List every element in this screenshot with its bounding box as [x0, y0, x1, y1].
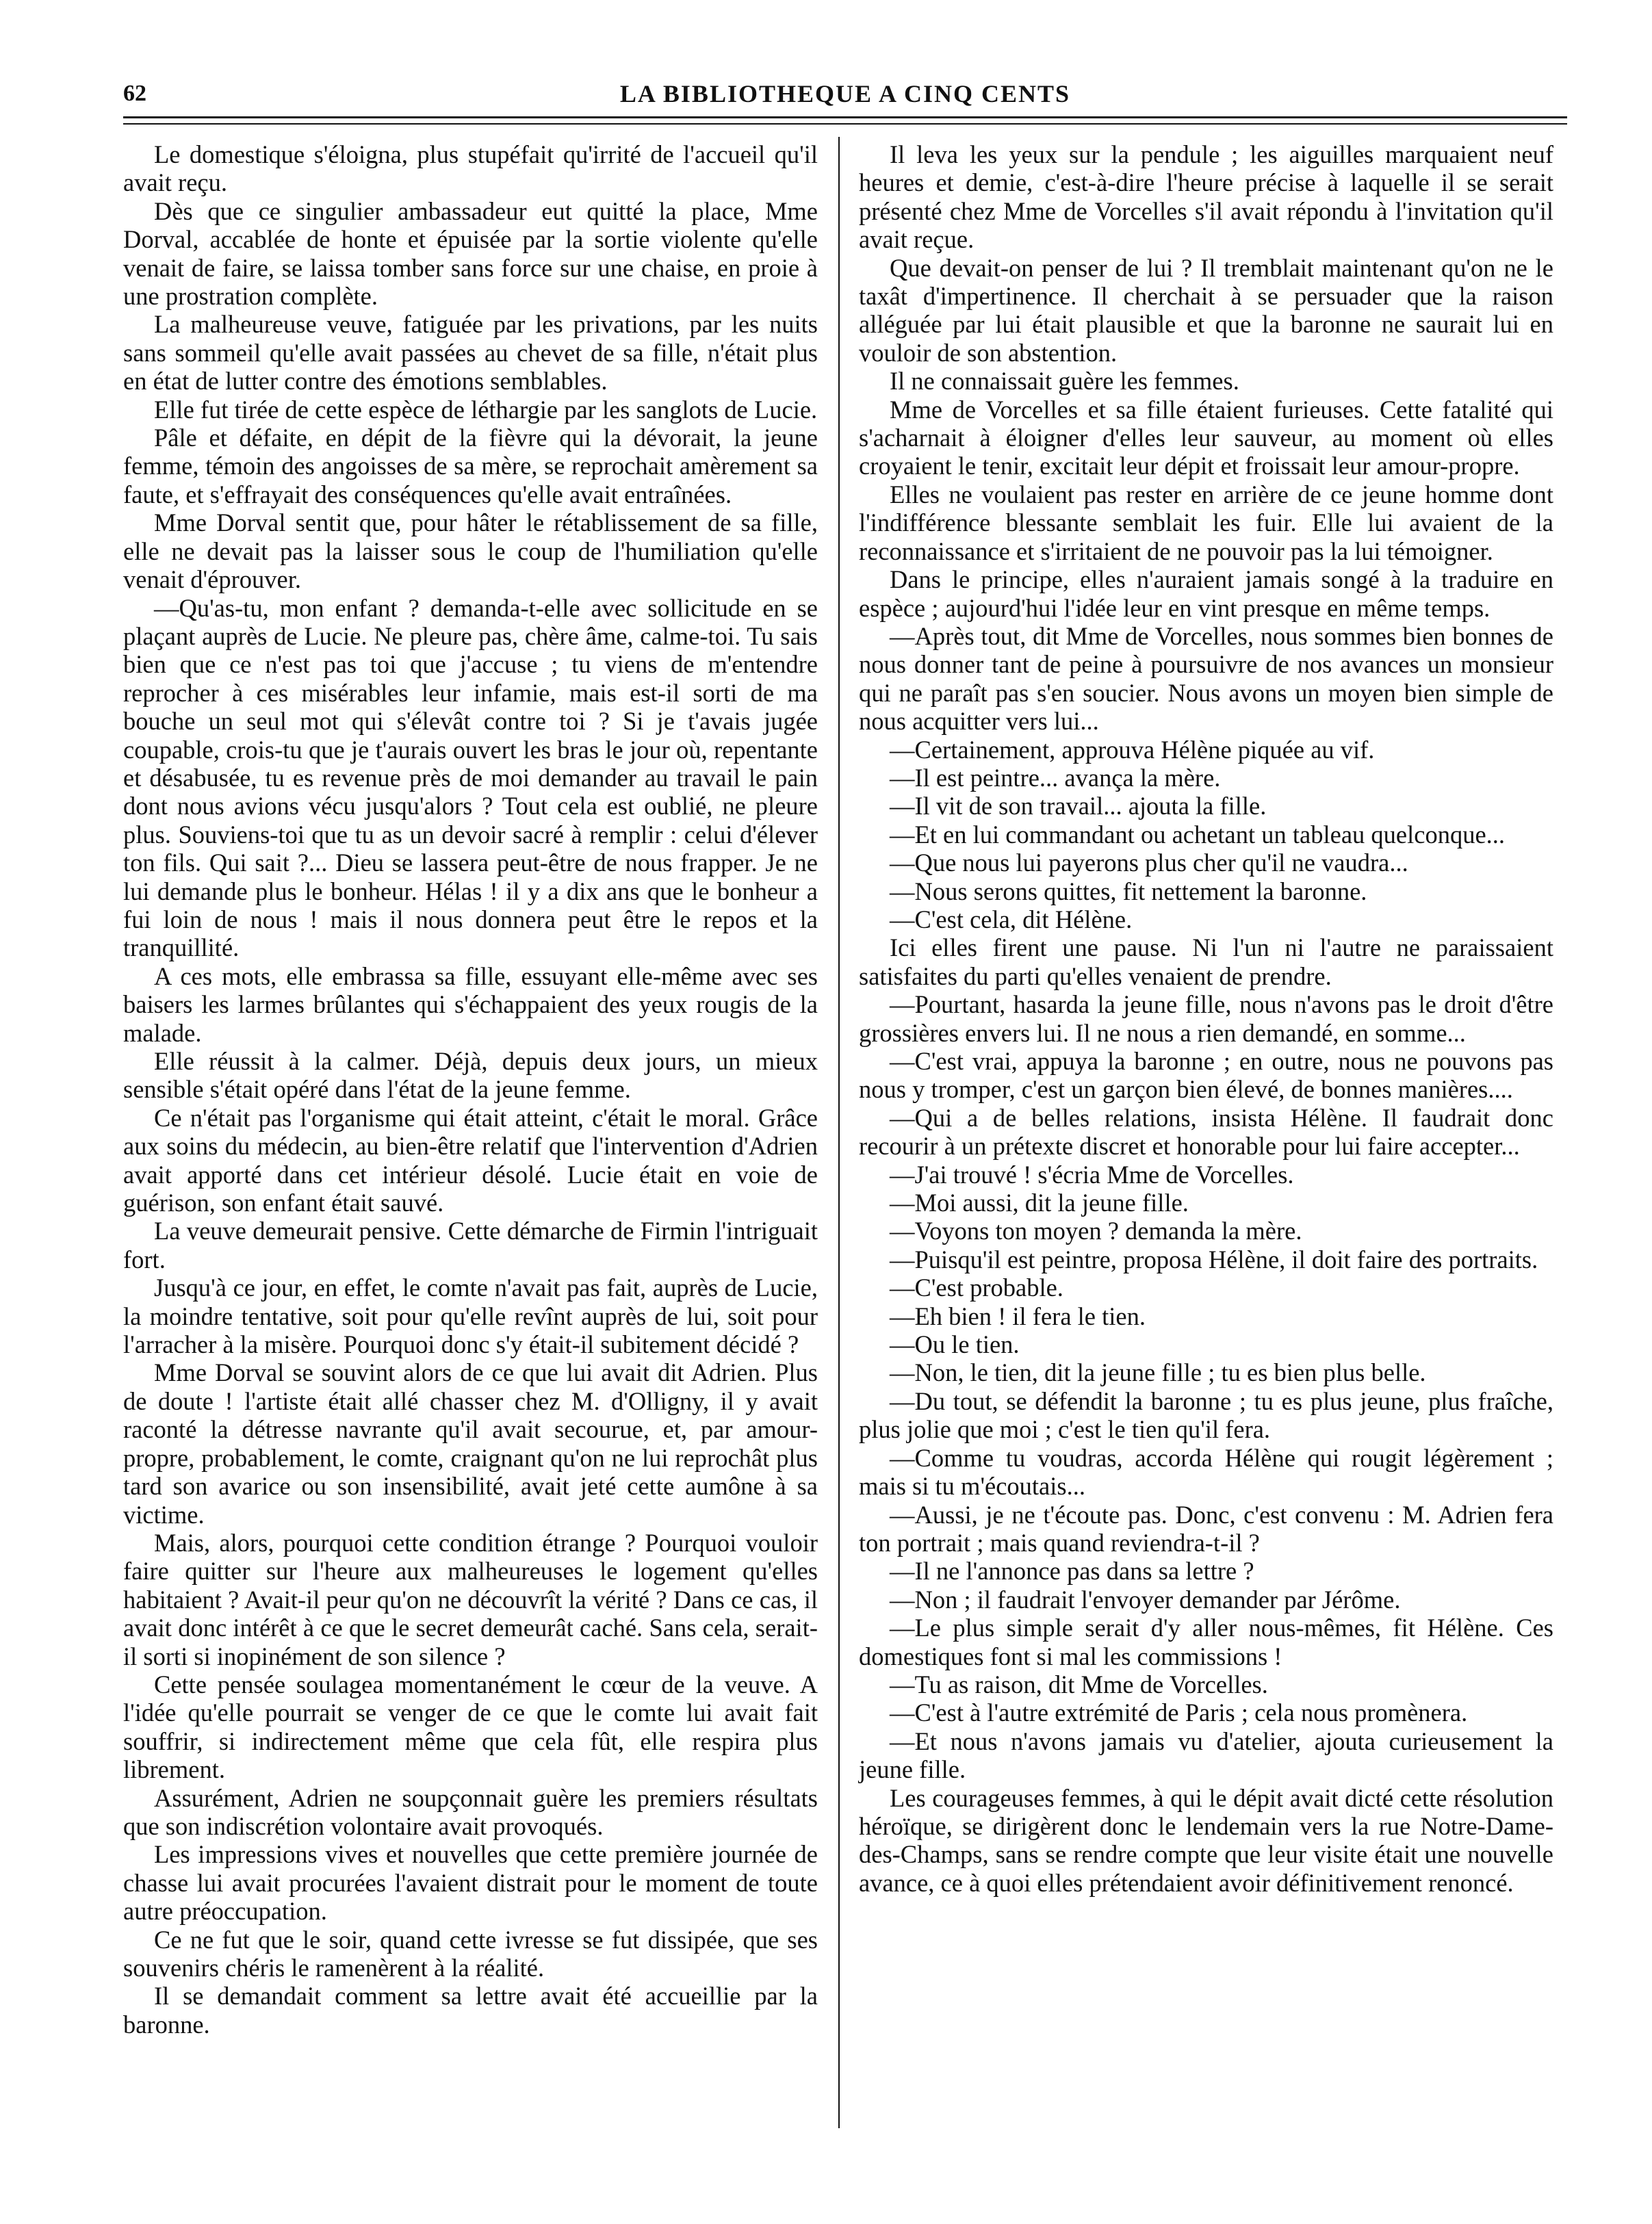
right-column: [859, 140, 1553, 1897]
paragraph: Dans le principe, elles n'auraient jamais songé à la traduire en espèce ; aujourd'hui l'idée leur en vint presque en même temps.: [859, 565, 1553, 622]
paragraph: —Le plus simple serait d'y aller nous-mêmes, fit Hélène. Ces domestiques font si mal les commissions !: [859, 1614, 1553, 1670]
paragraph: Mme Dorval sentit que, pour hâter le rétablissement de sa fille, elle ne devait pas la laisser sous le coup de l'humiliation qu'elle venait d'éprouver.: [123, 508, 818, 594]
paragraph: Que devait-on penser de lui ? Il tremblait maintenant qu'on ne le taxât d'impertinence. Il cherchait à se persuader que la raison alléguée par lui était plausible et que la baronne ne saurait lui en vouloir de son abstention.: [859, 253, 1553, 367]
paragraph: A ces mots, elle embrassa sa fille, essuyant elle-même avec ses baisers les larmes brûlantes qui s'échappaient des yeux rougis de la malade.: [123, 961, 818, 1047]
paragraph: —Voyons ton moyen ? demanda la mère.: [890, 1217, 1302, 1245]
paragraph: —Et nous n'avons jamais vu d'atelier, ajouta curieusement la jeune fille.: [859, 1727, 1553, 1784]
paragraph: —Non, le tien, dit la jeune fille ; tu es bien plus belle.: [890, 1358, 1426, 1387]
paragraph: —Non ; il faudrait l'envoyer demander par Jérôme.: [890, 1585, 1401, 1614]
paragraph: —Moi aussi, dit la jeune fille.: [890, 1189, 1189, 1217]
paragraph: Il ne connaissait guère les femmes.: [890, 367, 1239, 396]
header-rule-top: [123, 116, 1567, 118]
paragraph: —Il est peintre... avança la mère.: [890, 763, 1221, 792]
paragraph: Les impressions vives et nouvelles que cette première journée de chasse lui avait procurées l'avaient distrait pour le moment de toute autre préoccupation.: [123, 1840, 818, 1926]
paragraph: —Tu as raison, dit Mme de Vorcelles.: [890, 1670, 1268, 1698]
paragraph: Jusqu'à ce jour, en effet, le comte n'avait pas fait, auprès de Lucie, la moindre tentative, soit pour qu'elle revînt auprès de lui, soit pour l'arracher à la misère. Pourquoi donc s'y était-il subitement décidé ?: [123, 1273, 818, 1359]
paragraph: —C'est probable.: [890, 1273, 1063, 1302]
paragraph: —J'ai trouvé ! s'écria Mme de Vorcelles.: [890, 1160, 1294, 1189]
paragraph: —Du tout, se défendit la baronne ; tu es plus jeune, plus fraîche, plus jolie que moi ; c'est le tien qu'il fera.: [859, 1386, 1553, 1444]
column-divider: [838, 137, 840, 2128]
paragraph: —Comme tu voudras, accorda Hélène qui rougit légèrement ; mais si tu m'écoutais...: [859, 1443, 1553, 1501]
paragraph: —Qu'as-tu, mon enfant ? demanda-t-elle avec sollicitude en se plaçant auprès de Lucie. Ne pleure pas, chère âme, calme-toi. Tu sais bien que ce n'est pas toi que j'accuse ; tu viens de m'entendre reprocher à ces misérables leur infamie, mais est-il sorti de ma bouche un seul mot qui s'élevât contre toi ? Si je t'avais jugée coupable, crois-tu que je t'aurais ouvert les bras le jour où, repentante et désabusée, tu es revenue près de moi demander au travail le pain dont nous avions vécu jusqu'alors ? Tout cela est oublié, ne pleure plus. Souviens-toi que tu as un devoir sacré à remplir : celui d'élever ton fils. Qui sait ?... Dieu se lassera peut-être de nous frapper. Je ne lui demande plus le bonheur. Hélas ! il y a dix ans que le bonheur a fui loin de nous ! mais il nous donnera peut être le repos et la tranquillité.: [123, 593, 818, 962]
paragraph: Il se demandait comment sa lettre avait été accueillie par la baronne.: [123, 1982, 818, 2039]
paragraph: —Puisqu'il est peintre, proposa Hélène, il doit faire des portraits.: [890, 1245, 1538, 1273]
paragraph: —Certainement, approuva Hélène piquée au vif.: [890, 735, 1375, 764]
page-number: 62: [123, 81, 146, 106]
paragraph: —Après tout, dit Mme de Vorcelles, nous sommes bien bonnes de nous donner tant de peine à poursuivre de nos avances un monsieur qui ne paraît pas s'en soucier. Nous avons un moyen bien simple de nous acquitter vers lui...: [859, 621, 1553, 736]
paragraph: —Il ne l'annonce pas dans sa lettre ?: [890, 1557, 1254, 1586]
left-column: [123, 140, 818, 2039]
paragraph: Mme de Vorcelles et sa fille étaient furieuses. Cette fatalité qui s'acharnait à éloigner d'elles leur sauveur, au moment où elles croyaient le tenir, excitait leur dépit et froissait leur amour-propre.: [859, 395, 1553, 480]
page-header: [123, 75, 1567, 116]
paragraph: Mme Dorval se souvint alors de ce que lui avait dit Adrien. Plus de doute ! l'artiste était allé chasser chez M. d'Olligny, il y avait raconté la détresse navrante qu'il avait secourue, et, par amour-propre, probablement, le comte, craignant qu'on ne lui reprochât plus tard son avarice ou son insensibilité, avait jeté cette aumône à sa victime.: [123, 1358, 818, 1529]
paragraph: Le domestique s'éloigna, plus stupéfait qu'irrité de l'accueil qu'il avait reçu.: [123, 140, 818, 197]
paragraph: Elles ne voulaient pas rester en arrière de ce jeune homme dont l'indifférence blessante semblait les fuir. Elle lui avaient de la reconnaissance et s'irritaient de ne pouvoir pas la lui témoigner.: [859, 480, 1553, 565]
paragraph: —Qui a de belles relations, insista Hélène. Il faudrait donc recourir à un prétexte discret et honorable pour lui faire accepter...: [859, 1103, 1553, 1161]
paragraph: Ici elles firent une pause. Ni l'un ni l'autre ne paraissaient satisfaites du parti qu'elles venaient de prendre.: [859, 933, 1553, 990]
paragraph: —Il vit de son travail... ajouta la fille.: [890, 792, 1267, 820]
paragraph: Assurément, Adrien ne soupçonnait guère les premiers résultats que son indiscrétion volontaire avait provoqués.: [123, 1783, 818, 1840]
paragraph: —C'est cela, dit Hélène.: [890, 905, 1133, 933]
paragraph: Ce n'était pas l'organisme qui était atteint, c'était le moral. Grâce aux soins du médecin, au bien-être relatif que l'intervention d'Adrien avait apporté dans cet intérieur désolé. Lucie était en voie de guérison, son enfant était sauvé.: [123, 1103, 818, 1217]
paragraph: —C'est à l'autre extrémité de Paris ; cela nous promènera.: [890, 1698, 1468, 1727]
running-title: LA BIBLIOTHEQUE A CINQ CENTS: [619, 80, 1071, 107]
paragraph: —Ou le tien.: [890, 1330, 1020, 1359]
header-rule-bottom: [123, 123, 1567, 125]
paragraph: Mais, alors, pourquoi cette condition étrange ? Pourquoi vouloir faire quitter sur l'heure aux malheureuses le logement qu'elles habitaient ? Avait-il peur qu'on ne découvrît la vérité ? Dans ce cas, il avait donc intérêt à ce que le secret demeurât caché. Sans cela, serait-il sorti si inopinément de son silence ?: [123, 1528, 818, 1670]
paragraph: —Aussi, je ne t'écoute pas. Donc, c'est convenu : M. Adrien fera ton portrait ; mais quand reviendra-t-il ?: [859, 1500, 1553, 1557]
paragraph: La veuve demeurait pensive. Cette démarche de Firmin l'intriguait fort.: [123, 1217, 818, 1273]
paragraph: Dès que ce singulier ambassadeur eut quitté la place, Mme Dorval, accablée de honte et épuisée par la sortie violente qu'elle venait de faire, se laissa tomber sans force sur une chaise, en proie à une prostration complète.: [123, 196, 818, 311]
paragraph: —Pourtant, hasarda la jeune fille, nous n'avons pas le droit d'être grossières envers lui. Il ne nous a rien demandé, en somme...: [859, 990, 1553, 1047]
paragraph: Les courageuses femmes, à qui le dépit avait dicté cette résolution héroïque, se dirigèrent donc le lendemain vers la rue Notre-Dame-des-Champs, sans se rendre compte que leur visite était une nouvelle avance, ce à quoi elles prétendaient avoir définitivement renoncé.: [859, 1783, 1553, 1897]
paragraph: La malheureuse veuve, fatiguée par les privations, par les nuits sans sommeil qu'elle avait passées au chevet de sa fille, n'était plus en état de lutter contre des émotions semblables.: [123, 310, 818, 396]
paragraph: Pâle et défaite, en dépit de la fièvre qui la dévorait, la jeune femme, témoin des angoisses de sa mère, se reprochait amèrement sa faute, et s'effrayait des conséquences qu'elle avait entraînées.: [123, 424, 818, 508]
paragraph: —Nous serons quittes, fit nettement la baronne.: [890, 877, 1367, 905]
paragraph: —Que nous lui payerons plus cher qu'il ne vaudra...: [890, 849, 1408, 877]
paragraph: Il leva les yeux sur la pendule ; les aiguilles marquaient neuf heures et demie, c'est-à-dire l'heure précise à laquelle il se serait présenté chez Mme de Vorcelles s'il avait répondu à l'invitation qu'il avait reçue.: [859, 140, 1553, 254]
paragraph: Ce ne fut que le soir, quand cette ivresse se fut dissipée, que ses souvenirs chéris le ramenèrent à la réalité.: [123, 1925, 818, 1982]
paragraph: Elle réussit à la calmer. Déjà, depuis deux jours, un mieux sensible s'était opéré dans l'état de la jeune femme.: [123, 1047, 818, 1104]
paragraph: Cette pensée soulagea momentanément le cœur de la veuve. A l'idée qu'elle pourrait se venger de ce que le comte lui avait fait souffrir, si indirectement même que cela fût, elle respira plus librement.: [123, 1670, 818, 1784]
paragraph: —Eh bien ! il fera le tien.: [890, 1302, 1146, 1330]
paragraph: Elle fut tirée de cette espèce de léthargie par les sanglots de Lucie.: [154, 395, 818, 424]
paragraph: —C'est vrai, appuya la baronne ; en outre, nous ne pouvons pas nous y tromper, c'est un garçon bien élevé, de bonnes manières....: [859, 1047, 1553, 1104]
paragraph: —Et en lui commandant ou achetant un tableau quelconque...: [890, 820, 1506, 849]
